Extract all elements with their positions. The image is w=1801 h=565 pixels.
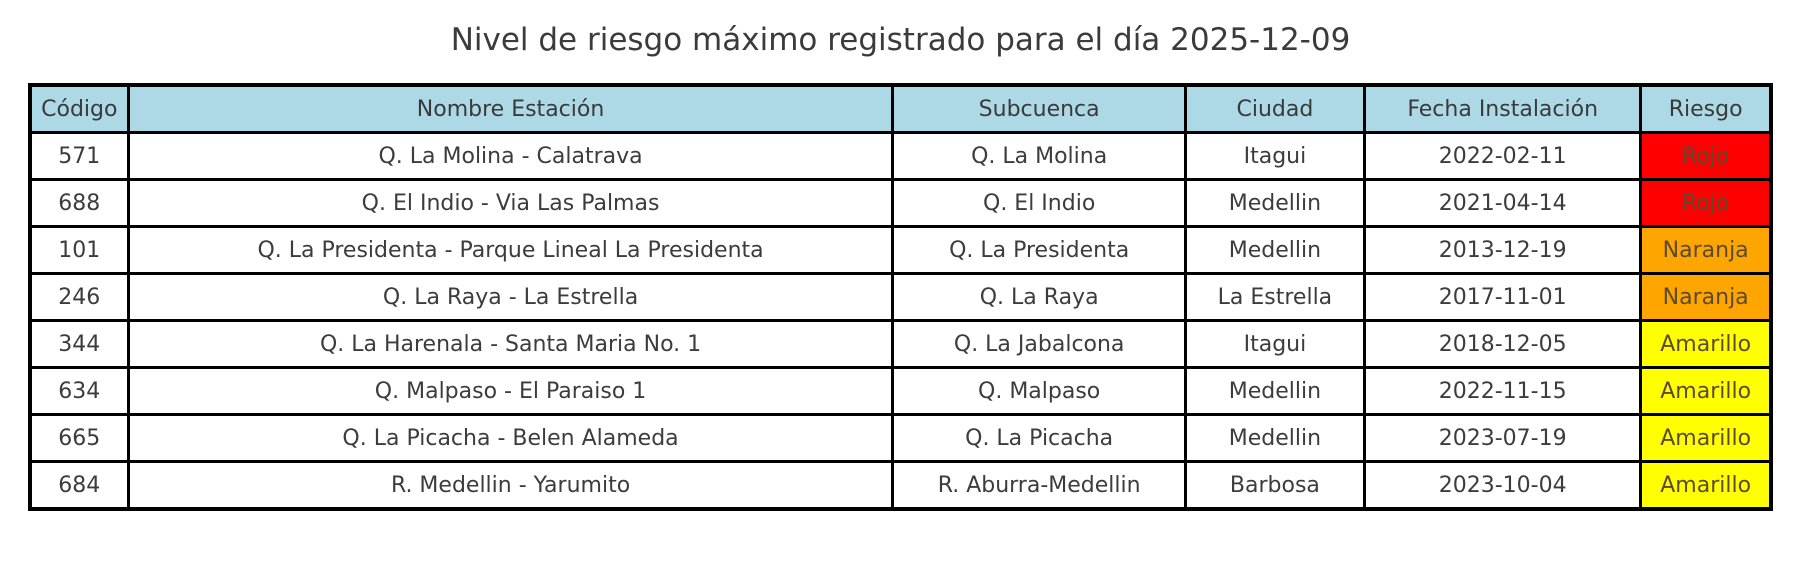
table-header [30, 85, 1771, 133]
cell-subcuenca: Q. La Presidenta [893, 227, 1185, 274]
table-row [30, 227, 1771, 274]
cell-ciudad: Itagui [1185, 133, 1364, 180]
cell-subcuenca: Q. El Indio [893, 180, 1185, 227]
column-header-fecha-instalacion: Fecha Instalación [1365, 85, 1641, 133]
cell-fecha-instalacion: 2017-11-01 [1365, 274, 1641, 321]
header-row [30, 85, 1771, 133]
table-row [30, 133, 1771, 180]
cell-ciudad: Medellin [1185, 368, 1364, 415]
cell-codigo: 634 [30, 368, 128, 415]
page-title: Nivel de riesgo máximo registrado para el día 2025-12-09 [450, 22, 1351, 58]
column-header-subcuenca: Subcuenca [893, 85, 1185, 133]
cell-nombre-estacion: Q. El Indio - Via Las Palmas [128, 180, 893, 227]
cell-fecha-instalacion: 2021-04-14 [1365, 180, 1641, 227]
cell-nombre-estacion: Q. La Harenala - Santa Maria No. 1 [128, 321, 893, 368]
cell-fecha-instalacion: 2022-02-11 [1365, 133, 1641, 180]
risk-badge: Rojo [1641, 133, 1771, 180]
cell-fecha-instalacion: 2018-12-05 [1365, 321, 1641, 368]
cell-subcuenca: Q. La Raya [893, 274, 1185, 321]
cell-subcuenca: Q. Malpaso [893, 368, 1185, 415]
column-header-nombre-estacion: Nombre Estación [128, 85, 893, 133]
cell-fecha-instalacion: 2023-10-04 [1365, 462, 1641, 510]
table-row [30, 368, 1771, 415]
cell-ciudad: Medellin [1185, 415, 1364, 462]
table-row [30, 274, 1771, 321]
risk-badge: Rojo [1641, 180, 1771, 227]
cell-codigo: 101 [30, 227, 128, 274]
cell-codigo: 246 [30, 274, 128, 321]
risk-badge: Naranja [1641, 227, 1771, 274]
cell-codigo: 684 [30, 462, 128, 510]
cell-ciudad: Medellin [1185, 180, 1364, 227]
risk-badge: Amarillo [1641, 415, 1771, 462]
cell-ciudad: Medellin [1185, 227, 1364, 274]
table-row [30, 415, 1771, 462]
table-body [30, 133, 1771, 510]
risk-badge: Amarillo [1641, 368, 1771, 415]
column-header-riesgo: Riesgo [1641, 85, 1771, 133]
cell-nombre-estacion: R. Medellin - Yarumito [128, 462, 893, 510]
cell-ciudad: La Estrella [1185, 274, 1364, 321]
column-header-ciudad: Ciudad [1185, 85, 1364, 133]
cell-nombre-estacion: Q. La Picacha - Belen Alameda [128, 415, 893, 462]
cell-fecha-instalacion: 2023-07-19 [1365, 415, 1641, 462]
cell-codigo: 688 [30, 180, 128, 227]
risk-badge: Naranja [1641, 274, 1771, 321]
cell-subcuenca: Q. La Molina [893, 133, 1185, 180]
table-row [30, 462, 1771, 510]
risk-badge: Amarillo [1641, 321, 1771, 368]
table-row [30, 321, 1771, 368]
risk-table [28, 83, 1773, 511]
cell-subcuenca: Q. La Jabalcona [893, 321, 1185, 368]
cell-fecha-instalacion: 2013-12-19 [1365, 227, 1641, 274]
risk-badge: Amarillo [1641, 462, 1771, 510]
cell-nombre-estacion: Q. La Raya - La Estrella [128, 274, 893, 321]
cell-fecha-instalacion: 2022-11-15 [1365, 368, 1641, 415]
cell-subcuenca: Q. La Picacha [893, 415, 1185, 462]
cell-nombre-estacion: Q. La Presidenta - Parque Lineal La Presidenta [128, 227, 893, 274]
cell-nombre-estacion: Q. La Molina - Calatrava [128, 133, 893, 180]
cell-codigo: 344 [30, 321, 128, 368]
cell-nombre-estacion: Q. Malpaso - El Paraiso 1 [128, 368, 893, 415]
cell-subcuenca: R. Aburra-Medellin [893, 462, 1185, 510]
cell-codigo: 665 [30, 415, 128, 462]
cell-ciudad: Barbosa [1185, 462, 1364, 510]
cell-ciudad: Itagui [1185, 321, 1364, 368]
column-header-codigo: Código [30, 85, 128, 133]
cell-codigo: 571 [30, 133, 128, 180]
table-row [30, 180, 1771, 227]
